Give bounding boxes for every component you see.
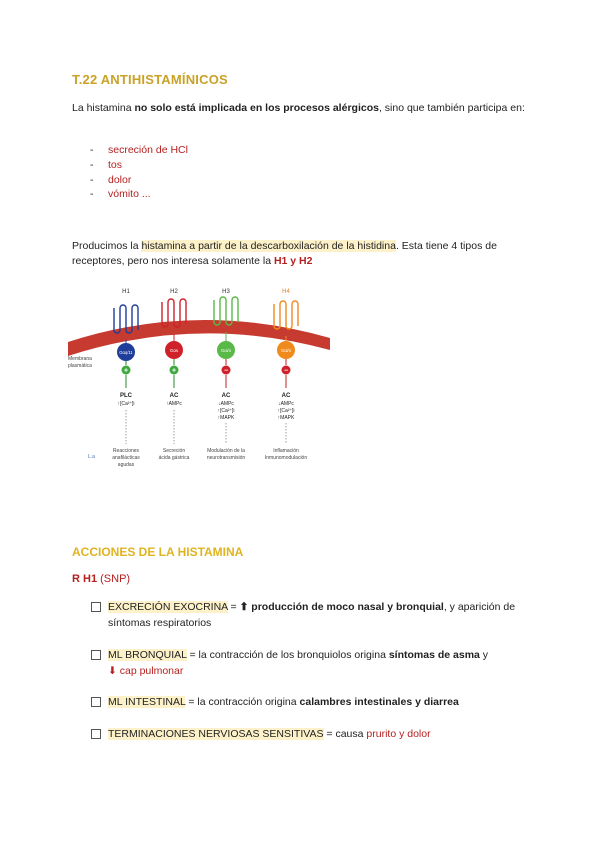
svg-text:Modulación de la: Modulación de la [207, 448, 245, 454]
svg-text:Gαs: Gαs [169, 348, 179, 353]
checkbox[interactable] [91, 650, 101, 660]
svg-text:Reacciones: Reacciones [112, 448, 140, 454]
intro-bold: no solo está implicada en los procesos alérgicos [134, 102, 379, 114]
svg-text:neurotransmisión: neurotransmisión [206, 455, 246, 461]
svg-text:anafilácticas: anafilácticas [112, 455, 140, 461]
receptor-h1 [112, 289, 140, 468]
receptor-h3 [207, 289, 246, 461]
svg-text:↑[Ca²⁺]i: ↑[Ca²⁺]i [117, 401, 135, 407]
intro-text-1: La histamina [72, 102, 135, 114]
svg-text:+: + [171, 367, 177, 375]
list-item: - vómito ... [90, 188, 151, 201]
checkbox[interactable] [91, 729, 101, 739]
actions-title: ACCIONES DE LA HISTAMINA [72, 545, 244, 559]
svg-text:AC: AC [281, 393, 291, 399]
receptor-h1-heading: R H1 (SNP) [72, 573, 131, 585]
svg-text:Gαi/o: Gαi/o [280, 348, 292, 353]
svg-text:ácida gástrica: ácida gástrica [158, 455, 190, 461]
intro-paragraph [72, 101, 532, 116]
svg-text:Gαi/o: Gαi/o [220, 348, 232, 353]
arrow-down-icon: ⬇ [108, 664, 117, 677]
checkbox[interactable] [91, 697, 101, 707]
svg-text:↑[Ca²⁺]i: ↑[Ca²⁺]i [277, 408, 295, 414]
checklist-item-exocrina: EXCRECIÓN EXOCRINA = ⬆ producción de moco nasal y bronquial, y aparición de síntomas respiratorios [91, 600, 531, 631]
highlight-text: histamina a partir de la descarboxilación de la histidina [141, 240, 396, 252]
intro-text-2: , sino que también participa en: [378, 102, 525, 114]
receptor-h4 [265, 289, 307, 461]
svg-text:↓AMPc: ↓AMPc [218, 401, 234, 407]
svg-text:AC: AC [169, 393, 179, 399]
checklist-item-intestinal: ML INTESTINAL = la contracción origina calambres intestinales y diarrea [91, 695, 531, 711]
svg-text:↓AMPc: ↓AMPc [278, 401, 294, 407]
svg-text:H1: H1 [122, 289, 130, 295]
list-item: - secreción de HCl [90, 144, 188, 156]
list-item: - dolor [90, 173, 132, 186]
svg-text:AC: AC [221, 393, 231, 399]
receptor-h2 [159, 289, 190, 461]
production-paragraph: Producimos la histamina a partir de la descarboxilación de la histidina. Esta tiene 4 tipos de receptores, pero nos interesa solamente la H1 y H2 [72, 240, 497, 267]
arrow-up-icon: ⬆ [239, 601, 249, 613]
uses-list [90, 143, 188, 202]
svg-text:H4: H4 [282, 289, 290, 295]
membrane-label: Membrana [68, 356, 92, 362]
svg-text:agudas: agudas [117, 462, 135, 468]
membrane-label: plasmática [68, 363, 92, 369]
page-title: T.22 ANTIHISTAMÍNICOS [72, 72, 228, 87]
list-item: - tos [90, 158, 123, 171]
svg-text:−: − [223, 367, 229, 375]
corner-label: L.a [88, 454, 95, 460]
svg-text:↑MAPK: ↑MAPK [217, 415, 235, 421]
histamine-receptor-diagram [68, 280, 333, 480]
svg-text:↑AMPc: ↑AMPc [166, 401, 182, 407]
svg-text:↑[Ca²⁺]i: ↑[Ca²⁺]i [217, 408, 235, 414]
checklist-item-terminaciones: TERMINACIONES NERVIOSAS SENSITIVAS = causa prurito y dolor [91, 727, 531, 743]
checklist-item-bronquial: ML BRONQUIAL = la contracción de los bronquiolos origina síntomas de asma y ⬇ cap pulmonar [91, 648, 531, 679]
checkbox[interactable] [91, 602, 101, 612]
svg-text:−: − [283, 367, 289, 375]
svg-text:Gαq/11: Gαq/11 [119, 350, 133, 355]
svg-text:H2: H2 [170, 289, 178, 295]
svg-text:Secreción: Secreción [162, 448, 186, 454]
svg-text:H3: H3 [222, 289, 230, 295]
receptor-highlight: H1 y H2 [273, 255, 313, 267]
svg-text:↑MAPK: ↑MAPK [277, 415, 295, 421]
svg-text:Inmunomodulación: Inmunomodulación [264, 455, 308, 461]
svg-text:PLC: PLC [120, 393, 132, 399]
svg-text:Inflamación: Inflamación [273, 448, 299, 454]
svg-text:+: + [123, 367, 129, 375]
